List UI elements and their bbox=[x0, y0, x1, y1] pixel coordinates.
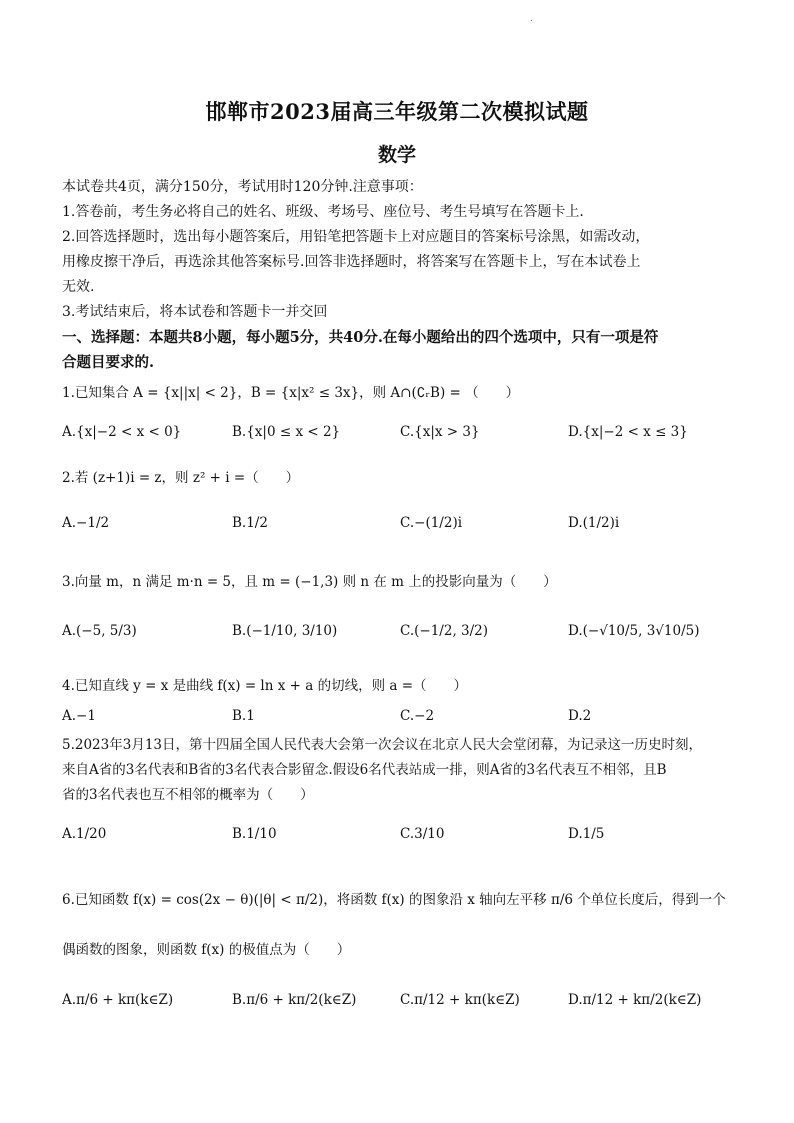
instruction-line-5: 无效. bbox=[62, 279, 95, 295]
instruction-line-3: 2.回答选择题时，选出每小题答案后，用铅笔把答题卡上对应题目的答案标号涂黑，如需改动， bbox=[62, 229, 650, 245]
q2-option-a[interactable]: A.−1/2 bbox=[62, 515, 110, 531]
header-dot: . bbox=[530, 14, 533, 24]
instruction-line-6: 3.考试结束后，将本试卷和答题卡一并交回 bbox=[62, 304, 328, 320]
q5-option-d[interactable]: D.1/5 bbox=[568, 826, 605, 842]
section-heading-line-1: 一、选择题：本题共8小题，每小题5分，共40分.在每小题给出的四个选项中，只有一项是符 bbox=[62, 329, 659, 346]
q1-option-c[interactable]: C.{x|x > 3} bbox=[400, 424, 480, 440]
subject-title: 数学 bbox=[377, 144, 416, 166]
q4-option-a[interactable]: A.−1 bbox=[62, 708, 96, 724]
instruction-line-1: 本试卷共4页，满分150分，考试用时120分钟.注意事项： bbox=[62, 179, 423, 195]
question-6-line-1: 6.已知函数 f(x) = cos(2x − θ)(|θ| < π/2)，将函数 f(x) 的图象沿 x 轴向左平移 π/6 个单位长度后，得到一个 bbox=[62, 892, 726, 908]
question-5-line-2: 来自A省的3名代表和B省的3名代表合影留念.假设6名代表站成一排，则A省的3名代表互不相邻，且B bbox=[62, 762, 667, 778]
q5-option-b[interactable]: B.1/10 bbox=[232, 826, 277, 842]
q4-option-d[interactable]: D.2 bbox=[568, 708, 592, 724]
q1-option-a[interactable]: A.{x|−2 < x < 0} bbox=[62, 424, 182, 440]
instruction-line-4: 用橡皮擦干净后，再选涂其他答案标号.回答非选择题时，将答案写在答题卡上，写在本试卷上 bbox=[62, 254, 641, 270]
question-2: 2.若 (z+1)i = z，则 z² + i =（ ） bbox=[62, 470, 300, 486]
q3-option-c[interactable]: C.(−1/2, 3/2) bbox=[400, 623, 489, 639]
q6-option-d[interactable]: D.π/12 + kπ/2(k∈Z) bbox=[568, 992, 702, 1008]
q4-option-b[interactable]: B.1 bbox=[232, 708, 255, 724]
q3-option-d[interactable]: D.(−√10/5, 3√10/5) bbox=[568, 623, 700, 639]
q3-option-a[interactable]: A.(−5, 5/3) bbox=[62, 623, 137, 639]
instruction-line-2: 1.答卷前，考生务必将自己的姓名、班级、考场号、座位号、考生号填写在答题卡上. bbox=[62, 204, 584, 220]
question-5-line-3: 省的3名代表也互不相邻的概率为（ ） bbox=[62, 787, 314, 803]
q4-option-c[interactable]: C.−2 bbox=[400, 708, 435, 724]
q5-option-a[interactable]: A.1/20 bbox=[62, 826, 107, 842]
q1-option-b[interactable]: B.{x|0 ≤ x < 2} bbox=[232, 424, 341, 440]
q6-option-c[interactable]: C.π/12 + kπ(k∈Z) bbox=[400, 992, 520, 1008]
q5-option-c[interactable]: C.3/10 bbox=[400, 826, 445, 842]
exam-title: 邯郸市2023届高三年级第二次模拟试题 bbox=[205, 99, 589, 124]
q2-option-c[interactable]: C.−(1/2)i bbox=[400, 515, 463, 531]
q6-option-a[interactable]: A.π/6 + kπ(k∈Z) bbox=[62, 992, 174, 1008]
question-3: 3.向量 m，n 满足 m·n = 5，且 m = (−1,3) 则 n 在 m 上的投影向量为（ ） bbox=[62, 574, 557, 590]
q2-option-b[interactable]: B.1/2 bbox=[232, 515, 268, 531]
q2-option-d[interactable]: D.(1/2)i bbox=[568, 515, 620, 531]
question-4: 4.已知直线 y = x 是曲线 f(x) = ln x + a 的切线，则 a =（ ） bbox=[62, 678, 468, 694]
q1-option-d[interactable]: D.{x|−2 < x ≤ 3} bbox=[568, 424, 688, 440]
question-6-line-2: 偶函数的图象，则函数 f(x) 的极值点为（ ） bbox=[62, 942, 351, 958]
q6-option-b[interactable]: B.π/6 + kπ/2(k∈Z) bbox=[232, 992, 357, 1008]
q3-option-b[interactable]: B.(−1/10, 3/10) bbox=[232, 623, 338, 639]
question-1: 1.已知集合 A = {x||x| < 2}，B = {x|x² ≤ 3x}，则 A∩(∁ᵣB) = （ ） bbox=[62, 385, 520, 401]
section-heading-line-2: 合题目要求的. bbox=[62, 354, 155, 371]
question-5-line-1: 5.2023年3月13日，第十四届全国人民代表大会第一次会议在北京人民大会堂闭幕，为记录这一历史时刻， bbox=[62, 737, 703, 753]
